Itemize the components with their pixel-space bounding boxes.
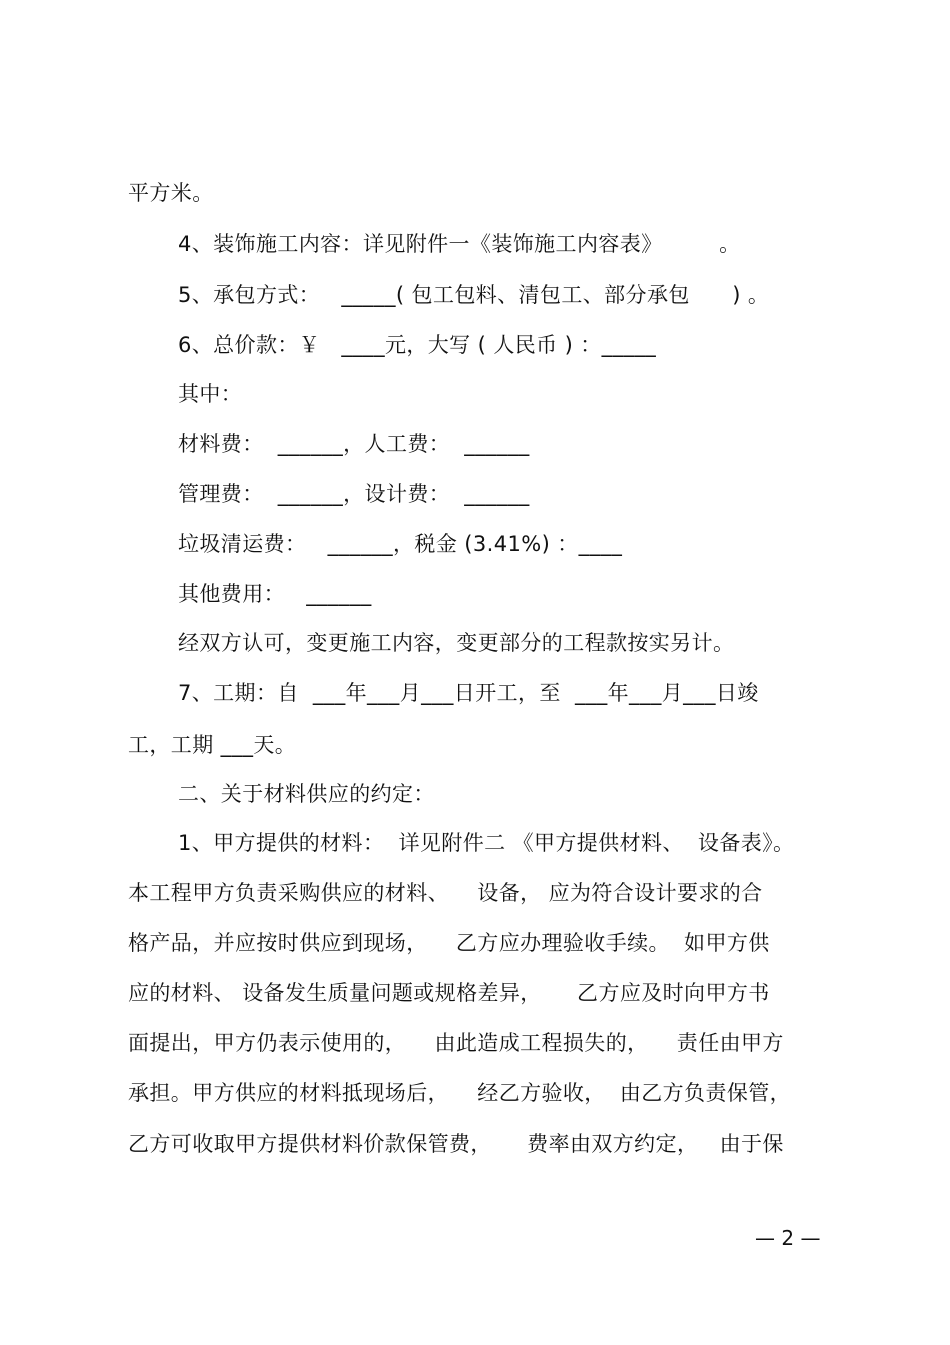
text-line-area-unit: 平方米。 bbox=[128, 181, 214, 205]
text-line-waste-tax-fee: 垃圾清运费： ______，税金 (3.41%) ：____ bbox=[178, 532, 623, 556]
text-line-materials-4: 应的材料、 设备发生质量问题或规格差异， 乙方应及时向甲方书 bbox=[128, 981, 770, 1005]
text-line-clause-5: 5、承包方式： _____( 包工包料、清包工、部分承包 ) 。 bbox=[178, 283, 770, 307]
text-line-management-design-fee: 管理费： ______，设计费： ______ bbox=[178, 482, 530, 506]
text-line-material-labor-fee: 材料费： ______，人工费： ______ bbox=[178, 432, 530, 456]
text-line-clause-6: 6、总价款：￥ ____元，大写 ( 人民币 ) ：_____ bbox=[178, 333, 657, 357]
text-line-clause-7: 7、工期：自 ___年___月___日开工，至 ___年___月___日竣 bbox=[178, 681, 759, 705]
text-line-other-fees: 其他费用： ______ bbox=[178, 582, 372, 606]
text-line-materials-6: 承担。甲方供应的材料抵现场后， 经乙方验收， 由乙方负责保管， bbox=[128, 1081, 792, 1105]
text-line-among: 其中： bbox=[178, 382, 243, 406]
text-line-materials-1: 1、甲方提供的材料： 详见附件二 《甲方提供材料、 设备表》。 bbox=[178, 831, 795, 855]
text-line-clause-4: 4、装饰施工内容：详见附件一《装饰施工内容表》 。 bbox=[178, 232, 741, 256]
text-line-change-clause: 经双方认可，变更施工内容，变更部分的工程款按实另计。 bbox=[178, 631, 735, 655]
text-line-materials-7: 乙方可收取甲方提供材料价款保管费， 费率由双方约定， 由于保 bbox=[128, 1132, 784, 1156]
page-number: — 2 — bbox=[755, 1226, 821, 1250]
section-heading-materials: 二、关于材料供应的约定： bbox=[178, 782, 435, 806]
text-line-clause-7-cont: 工，工期 ___天。 bbox=[128, 733, 297, 757]
text-line-materials-5: 面提出，甲方仍表示使用的， 由此造成工程损失的， 责任由甲方 bbox=[128, 1031, 784, 1055]
text-line-materials-3: 格产品，并应按时供应到现场， 乙方应办理验收手续。 如甲方供 bbox=[128, 931, 770, 955]
text-line-materials-2: 本工程甲方负责采购供应的材料、 设备， 应为符合设计要求的合 bbox=[128, 881, 763, 905]
